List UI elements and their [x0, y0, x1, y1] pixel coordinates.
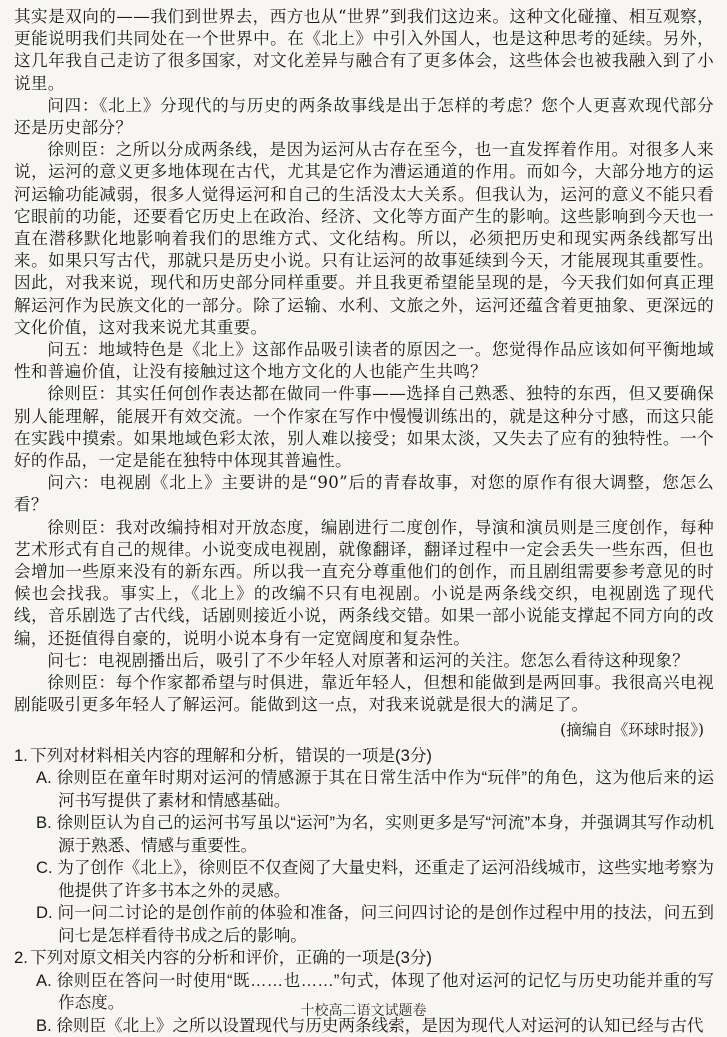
question-option: B. 徐则臣《北上》之所以设置现代与历史两条线索，是因为现代人对运河的认知已经与古代 [36, 1015, 714, 1037]
article-paragraph: 其实是双向的——我们到世界去，西方也从“世界”到我们这边来。这种文化碰撞、相互观察，更能说明我们共同处在一个世界中。在《北上》中引入外国人，也是这种思考的延续。另外，这几年我自己走访了很多国家，对文化差异与融合有了更多体会，这些体会也被我融入到了小说里。 [14, 6, 714, 95]
question-number: 1. [14, 745, 30, 768]
article-paragraph: 徐则臣：其实任何创作表达都在做同一件事——选择自己熟悉、独特的东西，但又要确保别人能理解，能展开有效交流。一个作家在写作中慢慢训练出的，就是这种分寸感，而这只能在实践中摸索。如果地域色彩太浓，别人难以接受；如果太淡，又失去了应有的独特性。一个好的作品，一定是能在独特中体现其普遍性。 [14, 383, 714, 472]
question-2 [14, 947, 714, 1037]
question-number: 2. [14, 947, 30, 970]
question-1 [14, 745, 714, 948]
article-paragraph: 问七：电视剧播出后，吸引了不少年轻人对原著和运河的关注。您怎么看待这种现象？ [14, 650, 714, 672]
article-paragraph: 徐则臣：每个作家都希望与时俱进，靠近年轻人，但想和能做到是两回事。我很高兴电视剧能吸引更多年轻人了解运河。能做到这一点，对我来说就是很大的满足了。 [14, 672, 714, 716]
question-option: A. 徐则臣在童年时期对运河的情感源于其在日常生活中作为“玩伴”的角色，这为他后来的运河书写提供了素材和情感基础。 [36, 767, 714, 812]
exam-page [14, 6, 714, 1037]
article-paragraph: 问四：《北上》分现代的与历史的两条故事线是出于怎样的考虑？您个人更喜欢现代部分还是历史部分？ [14, 95, 714, 139]
question-option: D. 问一问二讨论的是创作前的体验和准备，问三问四讨论的是创作过程中用的技法，问五到问七是怎样看待书成之后的影响。 [36, 902, 714, 947]
question-text: 下列对材料相关内容的理解和分析，错误的一项是(3分) [30, 746, 432, 765]
article-paragraph: 问五：地域特色是《北上》这部作品吸引读者的原因之一。您觉得作品应该如何平衡地域性和普遍价值，让没有接触过这个地方文化的人也能产生共鸣？ [14, 339, 714, 383]
question-option: B. 徐则臣认为自己的运河书写虽以“运河”为名，实则更多是写“河流”本身，并强调其写作动机源于熟悉、情感与重要性。 [36, 812, 714, 857]
question-stem [14, 745, 714, 768]
question-stem [14, 947, 714, 970]
article-body [14, 6, 714, 741]
question-text: 下列对原文相关内容的分析和评价，正确的一项是(3分) [30, 948, 432, 967]
article-source: (摘编自《环球时报》) [14, 719, 704, 741]
article-paragraph: 问六：电视剧《北上》主要讲的是“90”后的青春故事，对您的原作有很大调整，您怎么看？ [14, 472, 714, 516]
question-option: A. 徐则臣在答问一时使用“既……也……”句式，体现了他对运河的记忆与历史功能并重的写作态度。 [36, 970, 714, 1015]
article-paragraph: 徐则臣：我对改编持相对开放态度，编剧进行二度创作，导演和演员则是三度创作，每种艺术形式有自己的规律。小说变成电视剧，就像翻译，翻译过程中一定会丢失一些东西，但也会增加一些原来没有的新东西。所以我一直充分尊重他们的创作，而且剧组需要参考意见的时候也会找我。事实上，《北上》的改编不只有电视剧。小说是两条线交织，电视剧选了现代线，音乐剧选了古代线，话剧则接近小说，两条线交错。如果一部小说能支撑起不同方向的改编，还挺值得自豪的，说明小说本身有一定宽阔度和复杂性。 [14, 517, 714, 650]
page-footer: 十校高二语文试题卷 [0, 1000, 727, 1020]
question-option: C. 为了创作《北上》，徐则臣不仅查阅了大量史料，还重走了运河沿线城市，这些实地考察为他提供了许多书本之外的灵感。 [36, 857, 714, 902]
article-paragraph: 徐则臣：之所以分成两条线，是因为运河从古存在至今，也一直发挥着作用。对很多人来说，运河的意义更多地体现在古代，尤其是它作为漕运通道的作用。而如今，大部分地方的运河运输功能减弱，很多人觉得运河和自己的生活没太大关系。但我认为，运河的意义不能只看它眼前的功能，还要看它历史上在政治、经济、文化等方面产生的影响。这些影响到今天也一直在潜移默化地影响着我们的思维方式、文化结构。所以，必须把历史和现实两条线都写出来。如果只写古代，那就只是历史小说。只有让运河的故事延续到今天，才能展现其重要性。因此，对我来说，现代和历史部分同样重要。并且我更希望能呈现的是，今天我们如何真正理解运河作为民族文化的一部分。除了运输、水利、文旅之外，运河还蕴含着更抽象、更深远的文化价值，这对我来说尤其重要。 [14, 139, 714, 339]
